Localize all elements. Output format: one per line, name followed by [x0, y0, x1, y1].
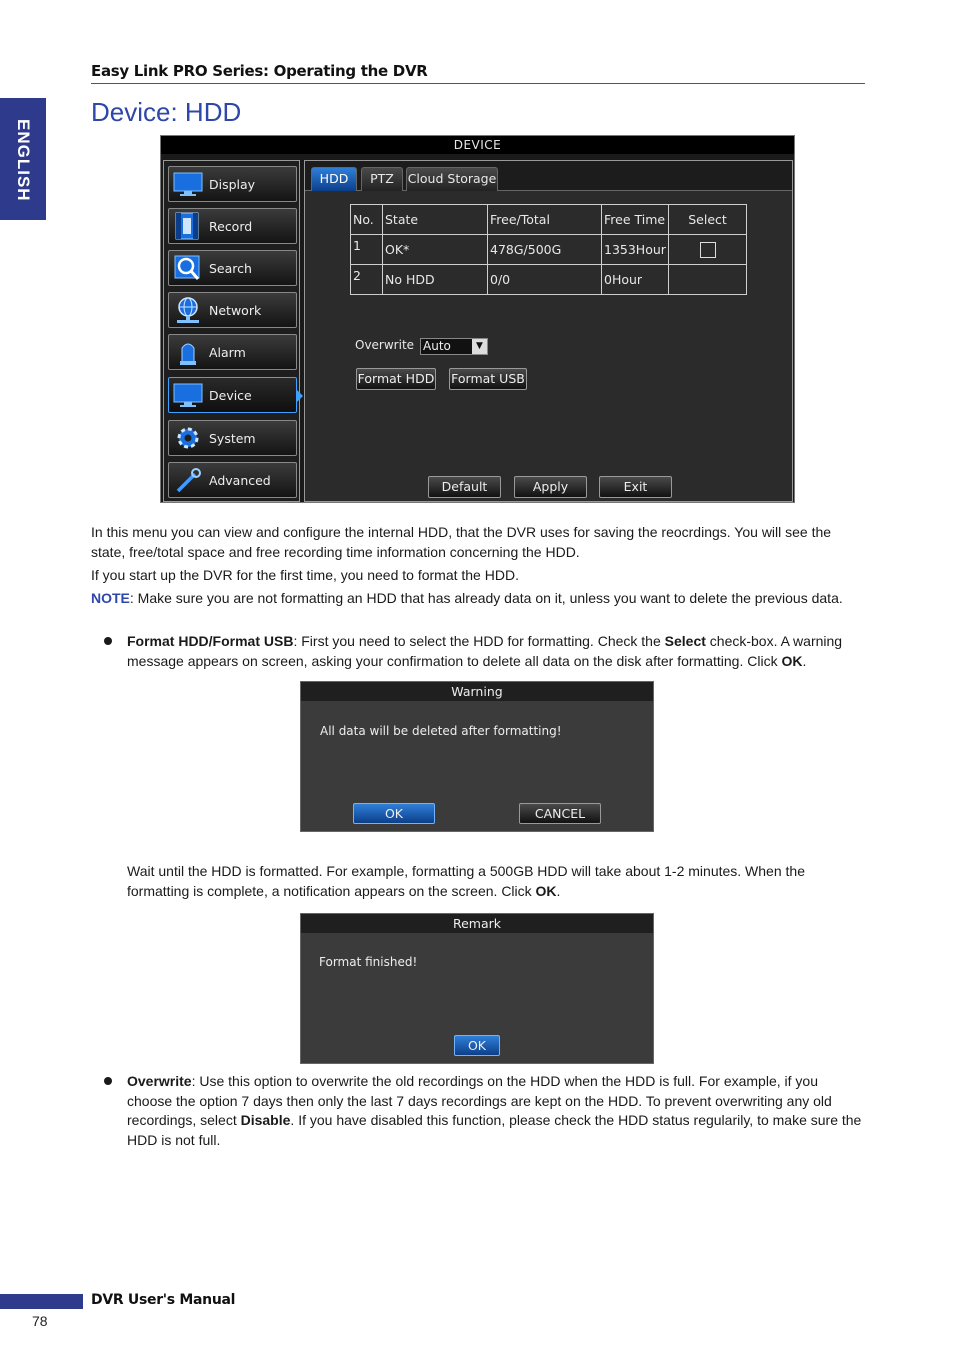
- sidebar-item-device[interactable]: [168, 377, 297, 413]
- bullet-text: .: [802, 652, 807, 669]
- active-arrow-icon: [297, 390, 303, 402]
- intro-paragraph: In this menu you can view and configure the internal HDD, that the DVR uses for saving the reocrdings. You will see the state, free/total space and free recording time information concerning the HDD.: [91, 524, 832, 560]
- film-icon: [172, 212, 204, 240]
- column-header: State: [383, 205, 488, 235]
- cell-free-time: 0Hour: [602, 265, 669, 295]
- sidebar-item-label: Device: [209, 387, 252, 403]
- tab-ptz[interactable]: PTZ: [361, 167, 403, 191]
- footer-bar: [0, 1294, 83, 1309]
- sidebar-item-network[interactable]: [168, 292, 297, 328]
- table-header-row: [351, 205, 747, 235]
- column-header: No.: [351, 205, 383, 235]
- dvr-main-panel: [304, 160, 793, 502]
- sidebar-item-label: System: [209, 430, 256, 446]
- bullet-text: : First you need to select the HDD for formatting. Check the: [293, 633, 665, 649]
- sidebar-item-label: Display: [209, 176, 256, 192]
- sidebar-item-label: Network: [209, 302, 262, 318]
- cell-no: 1: [351, 235, 383, 265]
- sidebar-item-label: Alarm: [209, 344, 246, 360]
- format-bullet: [127, 632, 867, 671]
- cell-free-total: 0/0: [488, 265, 602, 295]
- wrench-icon: [172, 466, 204, 494]
- monitor-icon: [172, 170, 204, 198]
- sidebar-item-search[interactable]: [168, 250, 297, 286]
- bullet-text: : Use this option to overwrite the old recordings on the HDD when the HDD is full. For example, if you choose the option 7 days then only the last 7 days recordings are kept on the HDD. To prevent overwriting any old recordings, select: [127, 1073, 832, 1128]
- note-text: : Make sure you are not formatting an HDD that has already data on it, unless you want to delete the previous data.: [129, 590, 843, 606]
- dialog-title: Remark: [301, 914, 653, 933]
- tab-cloud-storage[interactable]: Cloud Storage: [406, 167, 498, 191]
- bullet-bold: Select: [664, 633, 706, 649]
- ok-button[interactable]: OK: [353, 803, 435, 824]
- sidebar-item-label: Search: [209, 260, 252, 276]
- siren-icon: [172, 338, 204, 366]
- column-header: Free Time: [602, 205, 669, 235]
- bullet-text: . If you have disabled this function, please check the HDD status regularily, to make sure the HDD is not full.: [127, 1112, 862, 1148]
- bullet-icon: [104, 1077, 112, 1085]
- language-side-tab-label: ENGLISH: [14, 118, 33, 202]
- globe-icon: [172, 296, 204, 324]
- wait-paragraph: [127, 862, 867, 901]
- note-label: NOTE: [91, 590, 130, 606]
- wait-text: .: [556, 882, 561, 899]
- overwrite-select[interactable]: [420, 338, 488, 355]
- dvr-sidebar: [163, 160, 300, 502]
- hdd-table: [350, 204, 747, 295]
- cell-select: [669, 265, 747, 295]
- running-header: Easy Link PRO Series: Operating the DVR: [91, 62, 428, 80]
- cell-free-total: 478G/500G: [488, 235, 602, 265]
- bullet-bold: Disable: [240, 1112, 291, 1128]
- bullet-icon: [104, 637, 112, 645]
- cell-no: 2: [351, 265, 383, 295]
- page-title: Device: HDD: [91, 97, 242, 127]
- ok-button[interactable]: OK: [454, 1035, 500, 1056]
- column-header: Free/Total: [488, 205, 602, 235]
- bullet-bold: OK: [781, 652, 803, 669]
- cancel-button[interactable]: CANCEL: [519, 803, 601, 824]
- overwrite-label: Overwrite: [355, 338, 415, 352]
- column-header: Select: [669, 205, 747, 235]
- cell-state: No HDD: [383, 265, 488, 295]
- note-paragraph: [91, 589, 866, 609]
- default-button[interactable]: Default: [428, 476, 501, 498]
- cell-free-time: 1353Hour: [602, 235, 669, 265]
- sidebar-item-system[interactable]: [168, 420, 297, 456]
- tab-hdd[interactable]: HDD: [311, 167, 357, 191]
- overwrite-value: Auto: [423, 339, 451, 353]
- tab-bar: [305, 161, 792, 191]
- dialog-title: Warning: [301, 682, 653, 701]
- wait-text: Wait until the HDD is formatted. For example, formatting a 500GB HDD will take about 1-2 minutes. When the formatting is complete, a notification appears on the screen. Click: [127, 863, 805, 899]
- page-number: 78: [32, 1313, 48, 1329]
- bullet-term: Format HDD/Format USB: [127, 633, 294, 649]
- sidebar-item-record[interactable]: [168, 208, 297, 244]
- dvr-device-screen: [160, 135, 795, 503]
- table-row[interactable]: [351, 265, 747, 295]
- cell-state: OK*: [383, 235, 488, 265]
- sidebar-item-label: Advanced: [209, 472, 271, 488]
- footer-title: DVR User's Manual: [91, 1292, 236, 1308]
- bullet-term: Overwrite: [127, 1073, 192, 1089]
- first-start-paragraph: If you start up the DVR for the first time, you need to format the HDD.: [91, 567, 519, 583]
- wait-bold: OK: [535, 882, 557, 899]
- format-hdd-button[interactable]: Format HDD: [356, 368, 436, 390]
- cell-select: [669, 235, 747, 265]
- overwrite-bullet: [127, 1072, 867, 1150]
- sidebar-item-display[interactable]: [168, 166, 297, 202]
- exit-button[interactable]: Exit: [599, 476, 672, 498]
- sidebar-item-alarm[interactable]: [168, 334, 297, 370]
- dvr-window-title: DEVICE: [161, 136, 794, 154]
- remark-dialog: [300, 913, 654, 1064]
- apply-button[interactable]: Apply: [514, 476, 587, 498]
- format-usb-button[interactable]: Format USB: [449, 368, 527, 390]
- sidebar-item-label: Record: [209, 218, 253, 234]
- monitor-icon: [172, 381, 204, 409]
- warning-dialog: [300, 681, 654, 832]
- header-rule: [91, 83, 865, 84]
- select-checkbox[interactable]: [700, 242, 716, 258]
- dialog-message: All data will be deleted after formatting!: [320, 724, 562, 738]
- chevron-down-icon[interactable]: ▼: [472, 339, 487, 354]
- gear-icon: [172, 424, 204, 452]
- sidebar-item-advanced[interactable]: [168, 462, 297, 498]
- bullet-text: check-box. A warning message appears on screen, asking your confirmation to delete all data on the disk after formatting. Click: [127, 633, 843, 669]
- table-row[interactable]: [351, 235, 747, 265]
- magnifier-icon: [172, 254, 204, 282]
- dialog-message: Format finished!: [319, 955, 418, 969]
